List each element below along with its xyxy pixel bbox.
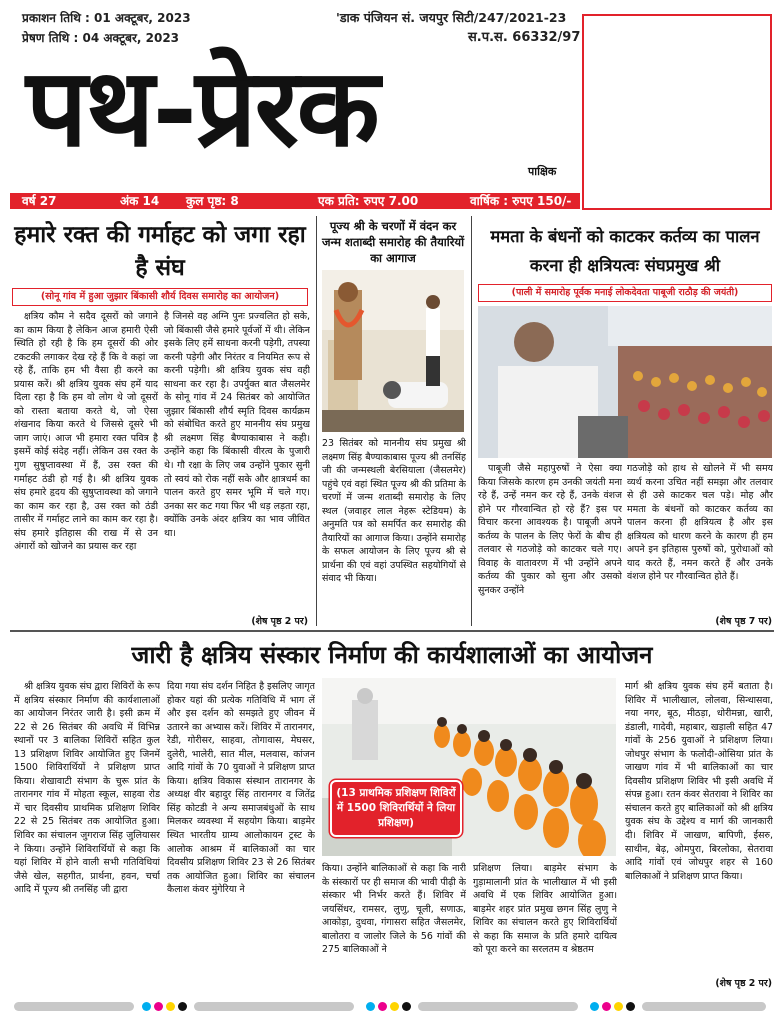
registration-mark-yellow xyxy=(614,1002,623,1011)
article4-continued: (शेष पृष्ठ 2 पर) xyxy=(715,978,772,989)
column-divider xyxy=(316,216,317,626)
article2-text: 23 सितंबर को माननीय संघ प्रमुख श्री लक्ष्मण सिंह बैण्याकाबास पूज्य श्री तनसिंह जी की जन्मस्थली बेरसियाला (जैसलमेर) पहुंचे एवं वहां स्थित पूज्य श्री की प्रतिमा के चरणों में जन्म शताब्दी समारोह के लिए स्थल (जवाहर लाल नेहरू स्टेडियम) के अनुमति पत्र को समर्पित कर समारोह की तैयारियों का आगाज किया। उन्होंने समारोह के सफल आयोजन के लिए पूज्य श्री से प्रार्थना की एवं वहां उपस्थित सहयोगियों से संवाद भी किया। xyxy=(322,438,466,585)
article3-subhead: (पाली में समारोह पूर्वक मनाई लोकदेवता पाबूजी राठौड़ की जयंती) xyxy=(478,284,772,302)
publish-date: प्रकाशन तिथि : 01 अक्टूबर, 2023 xyxy=(22,11,191,25)
article4-headline: जारी है क्षत्रिय संस्कार निर्माण की कार्यशालाओं का आयोजन xyxy=(131,640,653,669)
article4-column-4 xyxy=(473,862,617,988)
pali-celebration-photo xyxy=(478,306,772,458)
issue-info-bar xyxy=(10,193,580,209)
article4-column-5 xyxy=(625,680,773,972)
training-stats-badge: (13 प्राथमिक प्रशिक्षण शिविरों में 1500 शिविरार्थियों ने लिया प्रशिक्षण) xyxy=(330,780,462,837)
article1-text-1: क्षत्रिय कौम ने सदैव दूसरों को जगाने का काम किया है लेकिन आज हमारी ऐसी स्थिति हो रही है कि हम दूसरों की ओर टकटकी लगाकर देख रहे हैं कि वे कहां जा रहे हैं, ताकि हम भी वैसा ही करने का प्रयास करें। श्री क्षत्रिय युवक संघ हमें याद दिला रहा है कि हम वो लोग थे जो दूसरों को रास्ता बताया करते थे, जो ऐसा शंखनाद किया करते थे जिससे दूसरे भी जाग जाएं। आज भी हमारा रक्त पवित्र है इसमें कोई संदेह नहीं। लेकिन उस रक्त के गुण सुषुप्तावस्था में हैं, उस रक्त की गर्माहट ठंडी हो गई है। श्री क्षत्रिय युवक संघ हमारे हृदय की सुषुप्तावस्था को जगाने का काम कर रहा है, उस रक्त को ठंडी तासीर में गर्माहट लाने का काम कर रहा है। संघ हमारे इतिहास की राख में से उन अंगारों को खोजने का प्रयास कर रहा xyxy=(14,311,158,553)
article1-headline: हमारे रक्त की गर्माहट को जगा रहा है संघ xyxy=(14,221,306,281)
print-bar xyxy=(14,1002,134,1011)
article4-column-1 xyxy=(14,680,160,992)
article3-text-2: गठजोड़े को हाथ से खोलने में भी समय व्यर्थ करना उचित नहीं समझा और तलवार से ही उसे काटकर चल पड़े। मोह और ममता के बंधनों को काटकर कर्तव्य का पालन करना ही क्षत्रियत्व है और इस क्षत्रियत्व को धारण करने के कारण ही हम अपने इन इतिहास पुरुषों को, पुरोधाओं को याद करते हैं, नमन करते हैं और उनके वंशज होने पर गौरवान्वित होते हैं। xyxy=(627,463,773,583)
article4-text-5: मार्ग श्री क्षत्रिय युवक संघ हमें बताता है। शिविर में भालीखाल, लोलवा, सिन्धासवा, नया नगर, बूठ, मीठड़ा, धोरीमन्ना, खारी, डंडाली, गादेवी, महाबार, खड़ाली सहित 47 गांवों के 256 युवाओं ने प्रशिक्षण लिया। जोधपुर संभाग के फलोदी-ओसिया प्रांत के जाखण गांव में भी बालिकाओं का चार दिवसीय प्रशिक्षण शिविर भी इसी अवधि में संपन्न हुआ। रतन कंवर सेतरावा ने शिविर का संचालन करते हुए बालिकाओं को श्री क्षत्रिय युवक संघ के उद्देश्य व मार्ग की जानकारी दी। शिविर में जाखण, बापिणी, ईसरु, साथीन, बेढ़, ओमपुरा, बिरलोका, सेतरावा आदि गांवों एवं जोधपुर शहर से 160 बालिकाओं ने प्रशिक्षण प्राप्त किया। xyxy=(625,681,773,882)
registration-mark-magenta xyxy=(602,1002,611,1011)
postal-registration: 'डाक पंजियन सं. जयपुर सिटी/247/2021-23 xyxy=(336,10,567,25)
article1-column-2 xyxy=(164,310,310,610)
article3-continued: (शेष पृष्ठ 7 पर) xyxy=(715,616,772,627)
article3-text-1: पाबूजी जैसे महापुरुषों ने ऐसा क्या किया जिसके कारण हम उनकी जयंती मना रहे हैं, उन्हें नमन कर रहे हैं, उनके वंशज होने पर गौरवान्वित हो रहे हैं? इस पर विचार करना आवश्यक है। पाबूजी अपने कर्तव्य के पालन के लिए फेरों के बीच ही तलवार से गठजोड़े को काटकर चले गए। विवाह के वातावरण में भी उन्होंने अपने कर्तव्य की पुकार को सुना और उसको सुनकर उन्होंने xyxy=(478,463,622,596)
section-divider xyxy=(10,630,774,632)
spas-number: स.प.स. 66332/97 xyxy=(468,30,581,45)
article4-text-1: श्री क्षत्रिय युवक संघ द्वारा शिविरों के रूप में क्षत्रिय संस्कार निर्माण की कार्यशालाओं का आयोजन निरंतर जारी है। इसी क्रम में 22 से 26 सितंबर की अवधि में विभिन्न स्थानों पर 3 बालिका शिविरों सहित कुल 13 प्रशिक्षण शिविर आयोजित हुए जिनमें 1500 शिविरार्थियों ने प्रशिक्षण प्राप्त किया। शेखावाटी संभाग के चुरू प्रांत के तारानगर गांव में मोहता स्कूल, साहवा रोड में चार दिवसीय प्राथमिक प्रशिक्षण शिविर 22 से 25 सितंबर तक आयोजित हुआ। शिविर का संचालन जुगराज सिंह जुलियासर ने किया। उन्होंने शिविरार्थियों से कहा कि यहां शिविर में होने वाली सभी गतिविधियां जैसे खेल, सहगीत, प्रार्थना, हवन, चर्चा आदि में पूज्य श्री तनसिंह जी द्वारा xyxy=(14,681,160,896)
registration-mark-yellow xyxy=(166,1002,175,1011)
article3-column-1 xyxy=(478,462,622,626)
issue-number: अंक 14 xyxy=(120,194,160,208)
page-count: कुल पृष्ठ: 8 xyxy=(186,194,239,208)
article4-column-2 xyxy=(167,680,315,992)
registration-mark-black xyxy=(626,1002,635,1011)
address-box xyxy=(582,14,772,210)
article1-subhead: (सोनू गांव में हुआ जुझार बिंकासी शौर्य दिवस समारोह का आयोजन) xyxy=(12,288,308,306)
registration-mark-cyan xyxy=(142,1002,151,1011)
annual-subscription: वार्षिक : रुपए 150/- xyxy=(470,194,572,208)
registration-mark-black xyxy=(178,1002,187,1011)
article4-column-3 xyxy=(322,862,466,988)
article3-headline: ममता के बंधनों को काटकर कर्तव्य का पालन करना ही क्षत्रियत्वः संघप्रमुख श्री xyxy=(490,227,760,275)
article4-text-2: दिया गया संघ दर्शन निहित है इसलिए जागृत होकर यहां की प्रत्येक गतिविधि में भाग लें और इस दर्शन को समझते हुए जीवन में उतारने का अभ्यास करें। शिविर में तारानगर, रेडी, गोरीसर, साहवा, तोगावास, मेघसर, दुलेरी, भालेरी, सात मील, मलवास, कांजन आदि गांवों के 70 युवाओं ने प्रशिक्षण प्राप्त किया। क्षत्रिय विकास संस्थान तारानगर के अध्यक्ष वीर बहादुर सिंह तारानगर व जितेंद्र सिंह कोटडी ने अन्य समाजबंधुओं के साथ मिलकर व्यवस्था में सहयोग किया। बाड़मेर स्थित भारतीय ग्राम्य आलोकायन ट्रस्ट के आलोक आश्रम में बालिकाओं का चार दिवसीय प्रशिक्षण शिविर 23 से 26 सितंबर तक आयोजित हुआ। शिविर का संचालन कैलाश कंवर मुंगेरिया ने xyxy=(167,681,315,896)
registration-mark-cyan xyxy=(590,1002,599,1011)
volume-year: वर्ष 27 xyxy=(22,194,57,208)
registration-mark-magenta xyxy=(154,1002,163,1011)
registration-mark-cyan xyxy=(366,1002,375,1011)
single-copy-price: एक प्रति: रुपए 7.00 xyxy=(318,194,419,208)
registration-mark-black xyxy=(402,1002,411,1011)
article1-column-1 xyxy=(14,310,158,628)
article2-body xyxy=(322,437,466,627)
article3-column-2 xyxy=(627,462,773,612)
article1-continued: (शेष पृष्ठ 2 पर) xyxy=(251,616,308,627)
article2-headline: पूज्य श्री के चरणों में वंदन कर जन्म शताब्दी समारोह की तैयारियों का आगाज xyxy=(321,219,465,265)
print-bar xyxy=(642,1002,766,1011)
column-divider xyxy=(471,216,472,626)
dispatch-date: प्रेषण तिथि : 04 अक्टूबर, 2023 xyxy=(22,31,180,45)
article4-text-3: किया। उन्होंने बालिकाओं से कहा कि नारी के संस्कारों पर ही समाज की भावी पीढ़ी के संस्कार भी निर्भर करते हैं। शिविर में जयसिंधर, रामसर, लुणु, चूली, सणाऊ, आकोड़ा, दुधवा, गंगासरा सहित जैसलमेर, बालोतरा व जालोर जिले के 56 गांवों की 275 बालिकाओं ने xyxy=(322,863,466,956)
print-bar xyxy=(418,1002,578,1011)
print-bar xyxy=(194,1002,354,1011)
newspaper-title: पथ-प्रेरक xyxy=(26,45,378,171)
article4-text-4: प्रशिक्षण लिया। बाड़मेर संभाग के गुड़ामालानी प्रांत के भालीखाल में भी इसी अवधि में एक शिविर आयोजित हुआ। बाड़मेर शहर प्रांत प्रमुख छगन सिंह लुणु ने शिविर का संचालन करते हुए शिविरार्थियों से कहा कि समाज के प्रति हमारे दायित्व को पूरा करने का सरलतम व श्रेष्ठतम xyxy=(473,863,617,956)
registration-mark-yellow xyxy=(390,1002,399,1011)
statue-tribute-photo xyxy=(322,270,464,432)
article1-text-2: है जिनसे वह अग्नि पुनः प्रज्वलित हो सके, जो बिंकासी जैसे हमारे पूर्वजों में थी। लेकिन इसके लिए हमें साधना करनी पड़ेगी, तपस्या करनी पड़ेगी और निरंतर व नियमित रूप से करनी पड़ेगी। श्री क्षत्रिय युवक संघ वही साधना कर रहा है। उपर्युक्त बात जैसलमेर के सोनू गांव में 24 सितंबर को आयोजित जुझार बिंकासी शौर्य स्मृति दिवस कार्यक्रम को संबोधित करते हुए माननीय संघ प्रमुख श्री लक्ष्मण सिंह बैण्याकाबास ने कही। उन्होंने कहा कि बिंकासी वीरत्व के पुजारी थे। गौ रक्षा के लिए जब उन्होंने पुकार सुनी तो स्वयं को रोक नहीं सके और क्षात्रधर्म का पालन करते हुए समर भूमि में चले गए। उनका सर कट गया फिर भी धड़ लड़ता रहा, क्योंकि उनके अंदर क्षत्रिय का भाव जीवित था। xyxy=(164,311,310,539)
frequency-label: पाक्षिक xyxy=(528,165,557,178)
registration-mark-magenta xyxy=(378,1002,387,1011)
